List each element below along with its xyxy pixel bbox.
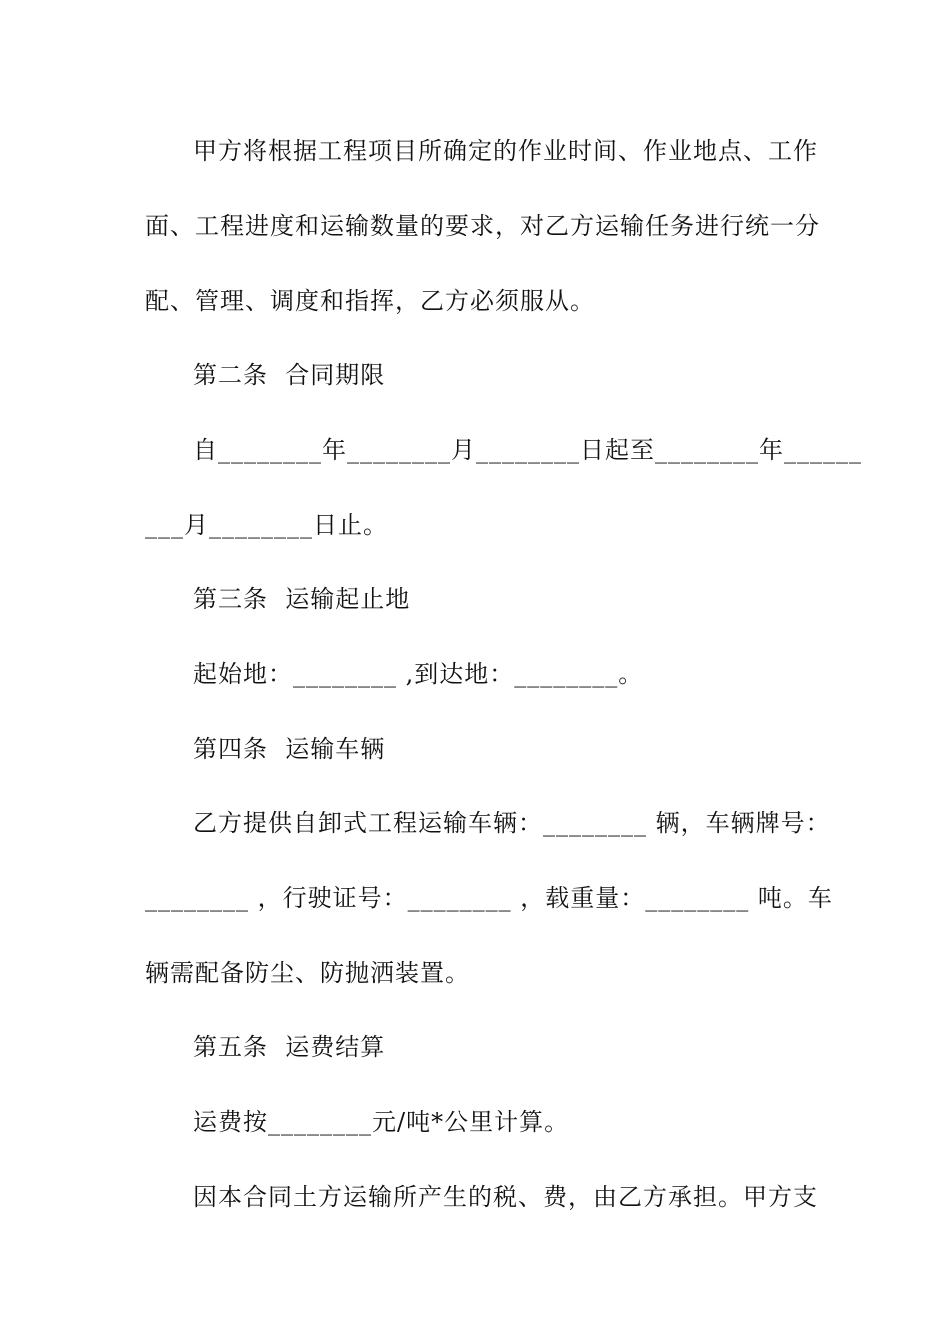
paragraph-line-6: 起始地：________ ,到达地：________。 (193, 660, 644, 688)
section-heading-term-4: 第四条 运输车辆 (193, 735, 386, 763)
paragraph-line-3: 配、管理、调度和指挥，乙方必须服从。 (145, 287, 595, 315)
paragraph-line-1: 甲方将根据工程项目所确定的作业时间、作业地点、工作 (193, 137, 818, 165)
paragraph-line-4: 自________年________月________日起至________年______ (193, 436, 862, 464)
paragraph-line-10: 运费按________元/吨*公里计算。 (193, 1108, 570, 1136)
section-heading-term-3: 第三条 运输起止地 (193, 585, 411, 613)
paragraph-line-9: 辆需配备防尘、防抛洒装置。 (145, 959, 470, 987)
paragraph-line-7: 乙方提供自卸式工程运输车辆：________ 辆，车辆牌号： (193, 809, 831, 837)
paragraph-line-2: 面、工程进度和运输数量的要求，对乙方运输任务进行统一分 (145, 212, 820, 240)
section-heading-term-5: 第五条 运费结算 (193, 1033, 386, 1061)
paragraph-line-5: ___月________日止。 (145, 511, 388, 539)
section-heading-term-2: 第二条 合同期限 (193, 361, 386, 389)
paragraph-line-11: 因本合同土方运输所产生的税、费，由乙方承担。甲方支 (193, 1183, 818, 1211)
paragraph-line-8: ________ ，行驶证号：________ ，载重量：________ 吨。车 (145, 884, 833, 912)
